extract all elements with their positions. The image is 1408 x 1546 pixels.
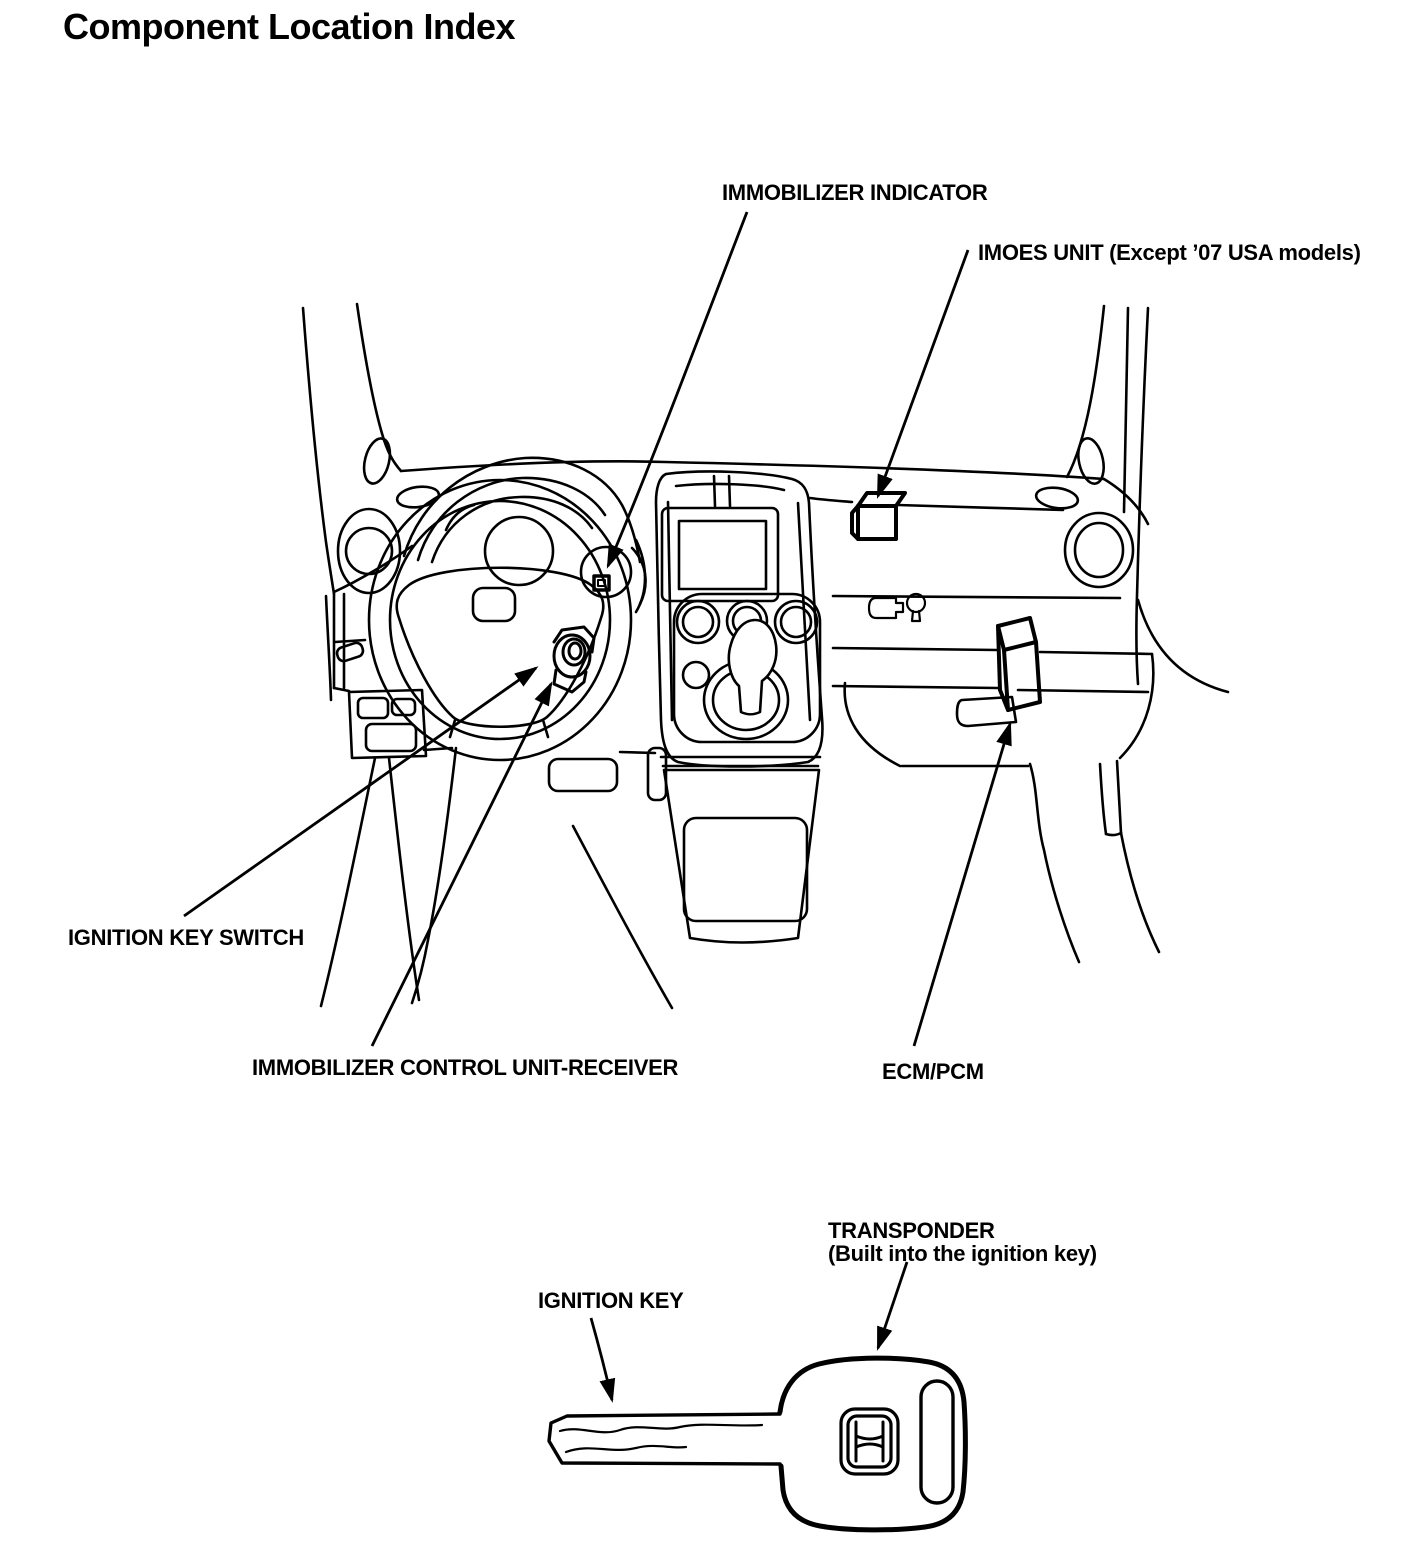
imoes-unit-arrow <box>878 250 968 496</box>
page-title: Component Location Index <box>63 6 515 47</box>
left-switch-panel <box>335 641 426 758</box>
ecm-pcm-arrow <box>914 724 1010 1046</box>
steering-column-lines <box>321 748 672 1008</box>
dash-oval-left <box>396 484 440 510</box>
center-console <box>664 770 819 943</box>
right-a-pillar <box>1067 306 1228 692</box>
label-immobilizer-indicator: IMMOBILIZER INDICATOR <box>722 180 988 205</box>
label-transponder <box>828 1219 1097 1265</box>
harness-clips <box>869 594 925 621</box>
immobilizer-indicator-arrow <box>608 212 747 566</box>
dash-shelf-line <box>810 498 852 502</box>
immobilizer-control-unit-arrow <box>372 684 551 1046</box>
transponder-arrow <box>878 1262 907 1348</box>
imoes-unit-drawing <box>852 493 905 539</box>
label-transponder-note: (Built into the ignition key) <box>828 1241 1097 1266</box>
key-leader-arrows <box>591 1262 907 1400</box>
ecm-pcm-drawing <box>998 618 1040 710</box>
lower-dash-left <box>424 748 666 800</box>
shift-lever <box>729 620 777 714</box>
glovebox-area <box>833 596 1153 766</box>
horn-pad <box>473 588 515 621</box>
label-ignition-key-switch: IGNITION KEY SWITCH <box>68 925 304 950</box>
h-logo <box>856 1422 883 1461</box>
driver-vent <box>338 509 400 593</box>
label-imoes-unit: IMOES UNIT (Except ’07 USA models) <box>978 240 1361 265</box>
ignition-key-illustration <box>549 1358 965 1530</box>
kick-panel-lines <box>1030 761 1159 962</box>
ignition-key-arrow <box>591 1318 612 1400</box>
key-hole <box>921 1381 953 1503</box>
center-stack <box>656 472 822 767</box>
ignition-key-switch-arrow <box>184 668 536 916</box>
key-logo-plate <box>841 1409 898 1474</box>
label-ecm-pcm: ECM/PCM <box>882 1059 984 1084</box>
label-ignition-key: IGNITION KEY <box>538 1288 684 1313</box>
label-transponder-title: TRANSPONDER <box>828 1218 995 1243</box>
label-immobilizer-control-unit-receiver: IMMOBILIZER CONTROL UNIT-RECEIVER <box>252 1055 679 1080</box>
dash-oval-right <box>1035 485 1079 511</box>
passenger-vent <box>1065 513 1133 587</box>
key-blade <box>549 1414 780 1464</box>
